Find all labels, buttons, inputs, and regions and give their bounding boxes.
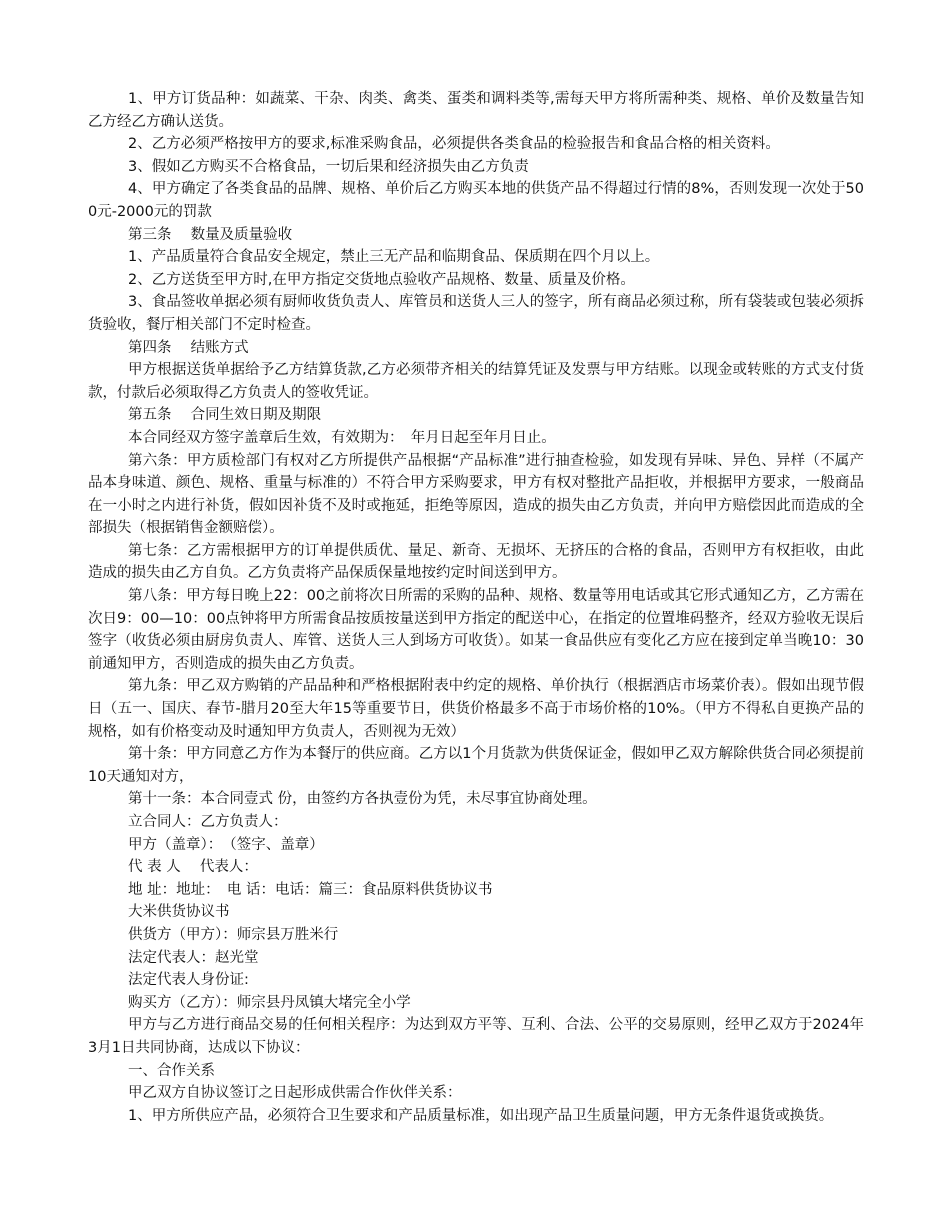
paragraph: 供货方（甲方）：师宗县万胜米行	[128, 926, 339, 943]
paragraph: 第十条：甲方同意乙方作为本餐厅的供应商。乙方以1个月货款为供货保证金，假如甲乙双方解除供货合同必须提前10天通知对方，	[88, 746, 864, 785]
document-body	[88, 88, 864, 1127]
paragraph: 甲方根据送货单据给予乙方结算货款,乙方必须带齐相关的结算凭证及发票与甲方结账。以现金或转账的方式支付货款，付款后必须取得乙方负责人的签收凭证。	[88, 362, 864, 401]
paragraph: 第十一条：本合同壹式 份，由签约方各执壹份为凭，未尽事宜协商处理。	[128, 791, 597, 808]
paragraph: 甲乙双方自协议签订之日起形成供需合作伙伴关系：	[128, 1085, 462, 1102]
paragraph: 1、甲方所供应产品，必须符合卫生要求和产品质量标准，如出现产品卫生质量问题，甲方无条件退货或换货。	[128, 1107, 834, 1124]
paragraph: 第七条：乙方需根据甲方的订单提供质优、量足、新奇、无损坏、无挤压的合格的食品，否则甲方有权拒收，由此造成的损失由乙方自负。乙方负责将产品保质保量地按约定时间送到甲方。	[88, 542, 864, 582]
paragraph: 第六条：甲方质检部门有权对乙方所提供产品根据“产品标准”进行抽查检验，如发现有异味、异色、异样（不属产品本身味道、颜色、规格、重量与标准的）不符合甲方采购要求，甲方有权对整批产品拒收，并根据甲方要求，一般商品在一小时之内进行补货，假如因补货不及时或拖延，拒绝等原因，造成的损失由乙方负责，并向甲方赔偿因此而造成的全部损失（根据销售金额赔偿）。	[88, 452, 864, 537]
paragraph: 代 表 人 代表人：	[128, 859, 258, 876]
paragraph: 第九条：甲乙双方购销的产品品种和严格根据附表中约定的规格、单价执行（根据酒店市场菜价表）。假如出现节假日（五一、国庆、春节-腊月20至大年15等重要节日，供货价格最多不高于市场价格的10%。（甲方不得私自更换产品的规格，如有价格变动及时通知甲方负责人，否则视为无效）	[88, 678, 864, 740]
paragraph: 立合同人：乙方负责人：	[128, 814, 288, 830]
paragraph: 2、乙方必须严格按甲方的要求,标准采购食品，必须提供各类食品的检验报告和食品合格的相关资料。	[128, 136, 780, 153]
paragraph: 第八条：甲方每日晚上22：00之前将次日所需的采购的品种、规格、数量等用电话或其它形式通知乙方，乙方需在次日9：00—10：00点钟将甲方所需食品按质按量送到甲方指定的配送中心，在指定的位置堆码整齐，经双方验收无误后签字（收货必须由厨房负责人、库管、送货人三人到场方可收货）。如某一食品供应有变化乙方应在接到定单当晚10：30前通知甲方，否则造成的损失由乙方负责。	[88, 588, 864, 672]
paragraph: 大米供货协议书	[128, 904, 230, 921]
paragraph: 1、产品质量符合食品安全规定，禁止三无产品和临期食品、保质期在四个月以上。	[128, 249, 660, 266]
paragraph: 购买方（乙方）：师宗县丹凤镇大堵完全小学	[128, 994, 411, 1011]
paragraph: 法定代表人：赵光堂	[128, 949, 259, 966]
paragraph: 本合同经双方签字盖章后生效，有效期为： 年月日起至年月日止。	[128, 429, 556, 446]
paragraph: 第五条 合同生效日期及期限	[128, 407, 322, 424]
paragraph: 甲方与乙方进行商品交易的任何相关程序：为达到双方平等、互利、合法、公平的交易原则，经甲乙双方于2024年3月1日共同协商，达成以下协议：	[88, 1017, 864, 1056]
paragraph: 4、甲方确定了各类食品的品牌、规格、单价后乙方购买本地的供货产品不得超过行情的8%，否则发现一次处于500元-2000元的罚款	[88, 181, 864, 220]
paragraph: 第三条 数量及质量验收	[128, 226, 293, 243]
paragraph: 地 址：地址： 电 话：电话：篇三：食品原料供货协议书	[128, 881, 493, 898]
paragraph: 第四条 结账方式	[128, 339, 249, 356]
paragraph: 甲方（盖章）： （签字、盖章）	[128, 836, 324, 853]
paragraph: 法定代表人身份证:	[128, 972, 249, 989]
paragraph: 1、甲方订货品种：如蔬菜、干杂、肉类、禽类、蛋类和调料类等,需每天甲方将所需种类、规格、单价及数量告知乙方经乙方确认送货。	[88, 91, 864, 130]
paragraph: 3、食品签收单据必须有厨师收货负责人、库管员和送货人三人的签字，所有商品必须过称，所有袋装或包装必须拆货验收，餐厅相关部门不定时检查。	[88, 294, 864, 333]
paragraph: 一、合作关系	[128, 1062, 215, 1079]
paragraph: 3、假如乙方购买不合格食品，一切后果和经济损失由乙方负责	[128, 158, 529, 175]
paragraph: 2、乙方送货至甲方时,在甲方指定交货地点验收产品规格、数量、质量及价格。	[128, 271, 635, 288]
